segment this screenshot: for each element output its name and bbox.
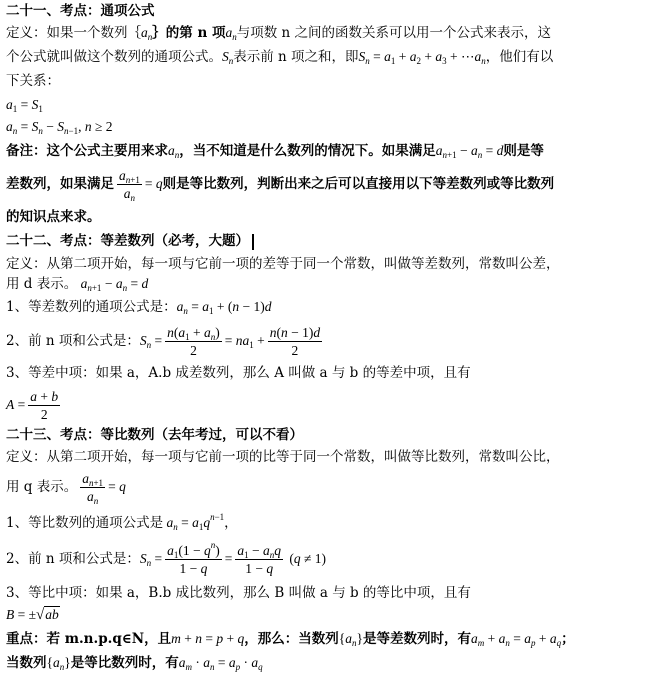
arith-item-3: 3、等差中项：如果 a，A.b 成差数列，那么 A 叫做 a 与 b 的等差中项，且有: [6, 365, 471, 381]
arith-item-2: 2、前 n 项和公式是：$S_n$ = $\frac{n(a_1 + a_n)}{2}$ = $na_1$ + $\frac{n(n - 1)d}{2}$: [6, 325, 321, 358]
geo-item-1: 1、等比数列的通项公式是 $a_n = a_1q^{n-1}$，: [6, 512, 238, 532]
geo-item-2: 2、前 n 项和公式是：$S_n$ = $\frac{a_1(1 - q^n)}{1 - q}$ = $\frac{a_1 - a_nq}{1 - q}$ (q ≠ 1): [6, 540, 327, 576]
key-point-line2: 当数列$\{a_n\}$是等比数列时，有$a_m \cdot a_n = a_p \cdot a_q$: [6, 655, 263, 672]
relation-1: $a_1 = S_1$: [6, 97, 43, 114]
note-line2: 差数列，如果满足 $\frac{a_{n+1}}{a_n}$ = q则是等比数列，判断出来之后可以直接用以下等差数列或等比数列: [6, 168, 555, 203]
section-21-definition-line3: 下关系：: [6, 73, 60, 89]
note-line3: 的知识点来求。: [6, 209, 101, 225]
section-22-heading: 二十二、考点：等差数列（必考，大题）: [6, 230, 661, 252]
arith-item-1: 1、等差数列的通项公式是：$a_n = a_1 + (n - 1)d$: [6, 299, 272, 316]
section-23-definition-line1: 定义：从第二项开始，每一项与它前一项的比等于同一个常数，叫做等比数列，常数叫公比，: [6, 449, 560, 465]
geo-item-3: 3、等比中项：如果 a，B.b 成比数列，那么 B 叫做 a 与 b 的等比中项，且有: [6, 585, 471, 601]
sum-formula: $S_n = a_1 + a_2 + a_3$ + $\cdots a_n$: [358, 49, 486, 66]
section-21-definition-line2: 个公式就叫做这个数列的通项公式。$S_n$表示前 n 项之和，即$S_n = a_1 + a_2 + a_3$ + $\cdots a_n$，他们有以: [6, 49, 554, 66]
relation-2: $a_n = S_n - S_{n-1}$, n ≥ 2: [6, 119, 113, 136]
geo-mean-formula: B = ±√ab: [6, 607, 59, 623]
section-21-heading: 二十一、考点：通项公式: [6, 3, 155, 19]
section-21-definition-line1: 定义：如果一个数列$\{a_n\}$的第 n 项$a_n$与项数 n 之间的函数关系可以用一个公式来表示，这: [6, 25, 551, 42]
section-23-definition-line2: 用 q 表示。 $\frac{a_{n+1}}{a_n}$ = q: [6, 471, 126, 506]
section-22-definition-line1: 定义：从第二项开始，每一项与它前一项的差等于同一个常数，叫做等差数列，常数叫公差，: [6, 256, 560, 272]
arith-mean-formula: A = $\frac{a + b}{2}$: [6, 389, 59, 422]
note-line1: 备注：这个公式主要用来求$a_n$，当不知道是什么数列的情况下。如果满足$a_{n+1} - a_n = d$则是等: [6, 143, 544, 160]
section-23-heading: 二十三、考点：等比数列（去年考过，可以不看）: [6, 427, 303, 443]
key-point-line1: 重点：若 m.n.p.q∈N，且m + n = p + q，那么：当数列$\{a_n\}$是等差数列时，有$a_m + a_n = a_p + a_q$；: [6, 631, 575, 648]
section-22-definition-line2: 用 d 表示。 $a_{n+1} - a_n = d$: [6, 276, 149, 293]
text-cursor: [252, 234, 254, 250]
